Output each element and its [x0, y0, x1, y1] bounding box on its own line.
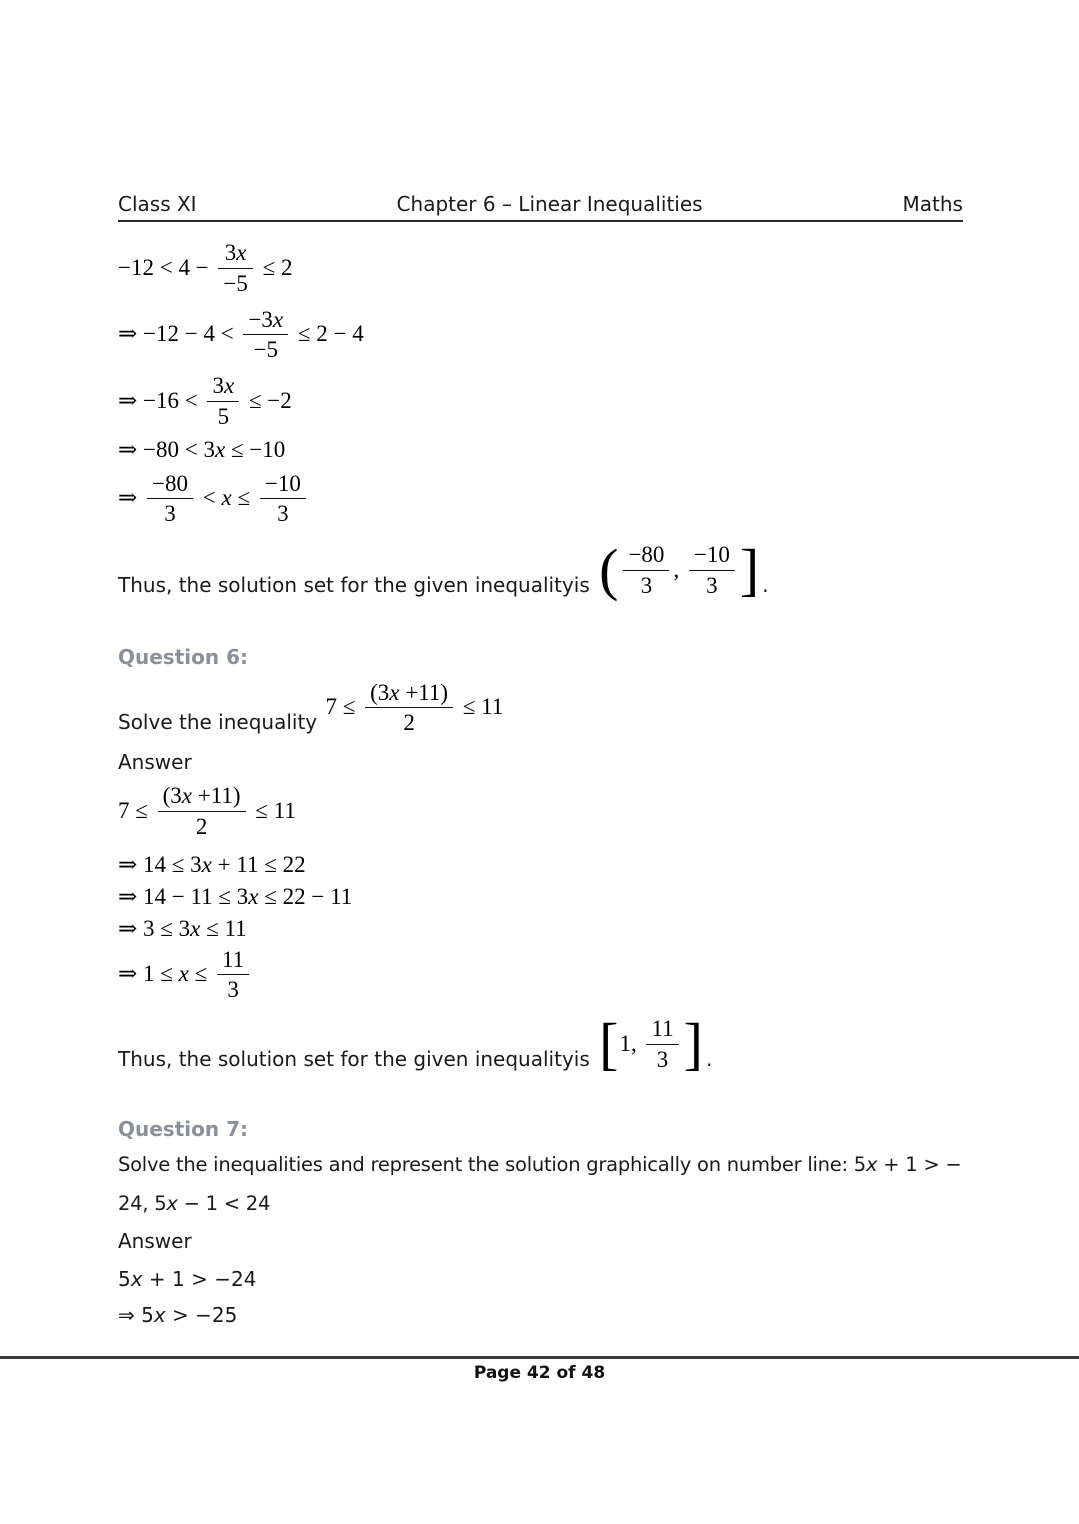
statement-text: Solve the inequality [118, 710, 324, 734]
math-variable: x [166, 1191, 178, 1215]
fraction-numerator: −80 [147, 470, 193, 500]
fraction [218, 239, 252, 297]
math-text: ≤ 2 [256, 254, 293, 280]
fraction [689, 541, 735, 599]
equation-step [118, 306, 963, 364]
math-variable: x [389, 679, 400, 705]
math-text: ≤ 2 − 4 [292, 321, 364, 347]
math-variable: x [201, 851, 212, 877]
fraction [646, 1015, 678, 1073]
question-heading: Question 6: [118, 644, 248, 669]
conclusion-text: Thus, the solution set for the given inequalityis [118, 572, 597, 597]
equation-step [118, 1303, 963, 1327]
conclusion-text: Thus, the solution set for the given inequalityis [118, 1046, 597, 1071]
math-variable: x [865, 1152, 878, 1176]
sentence-period: . [705, 1046, 713, 1071]
page-header [118, 192, 963, 222]
math-variable: x [130, 1266, 143, 1291]
math-variable: x [236, 240, 247, 265]
fraction [147, 470, 193, 528]
math-text: 7 ≤ [118, 797, 154, 823]
big-bracket: ] [739, 537, 760, 603]
equation-step [118, 916, 963, 942]
fraction [243, 306, 288, 364]
math-text: ⇒ −16 < [118, 387, 204, 413]
math-text: ⇒ −80 < 3x ≤ −10 [118, 436, 286, 462]
math-text: −12 < 4 − [118, 254, 215, 280]
equation-step [118, 1267, 963, 1291]
fraction-denominator: 3 [640, 572, 653, 598]
fraction-numerator: −10 [260, 470, 306, 500]
big-bracket: ] [683, 1011, 703, 1077]
math-text: ⇒ 5x > −25 [118, 1302, 238, 1327]
math-text: ⇒ 14 − 11 ≤ 3x ≤ 22 − 11 [118, 883, 353, 909]
answer-label: Answer [118, 1228, 192, 1253]
fraction-denominator: −5 [253, 337, 279, 363]
footer-divider [0, 1356, 1079, 1359]
equation-step [118, 372, 963, 430]
question-statement-line [118, 1153, 963, 1176]
statement-expression [325, 679, 503, 737]
fraction [365, 679, 453, 737]
header-subject: Maths [902, 192, 963, 216]
math-text: ⇒ 14 ≤ 3x + 11 ≤ 22 [118, 851, 306, 877]
fraction [158, 782, 246, 840]
question-heading: Question 7: [118, 1116, 248, 1141]
math-text: ≤ 11 [249, 797, 296, 823]
math-variable: x [223, 373, 235, 398]
conclusion-line [118, 537, 963, 603]
fraction [207, 372, 239, 430]
fraction [623, 541, 669, 599]
fraction-denominator: 3 [277, 501, 289, 527]
math-variable: x [153, 1302, 166, 1327]
conclusion-line [118, 1011, 963, 1077]
fraction-numerator: (3x +11) [365, 679, 453, 709]
big-bracket: ( [599, 537, 619, 603]
fraction-denominator: 3 [164, 501, 176, 527]
math-variable: x [181, 783, 193, 808]
math-text: 7 ≤ [325, 694, 362, 720]
fraction-denominator: 5 [217, 403, 230, 429]
fraction-numerator: 11 [646, 1015, 678, 1045]
header-chapter-title: Chapter 6 – Linear Inequalities [396, 192, 703, 216]
math-variable: x [221, 485, 232, 511]
fraction-numerator: −10 [689, 541, 735, 571]
fraction-denominator: 2 [195, 813, 208, 839]
fraction [217, 946, 249, 1004]
solution-set-expression [598, 537, 760, 603]
equation-step [118, 239, 963, 297]
solution-set-expression [598, 1011, 704, 1077]
equation-step [118, 946, 963, 1004]
big-bracket: [ [599, 1011, 619, 1077]
fraction-numerator: 3x [207, 372, 239, 402]
math-variable: x [178, 961, 189, 987]
fraction-numerator: (3x +11) [158, 782, 246, 812]
question-statement-line [118, 1192, 963, 1215]
math-text: ⇒ 3 ≤ 3x ≤ 11 [118, 915, 247, 941]
equation-step [118, 782, 963, 840]
math-text: , [673, 556, 685, 582]
math-text: ⇒ [118, 485, 144, 511]
math-variable: x [272, 306, 284, 332]
math-text: < x ≤ [197, 485, 256, 511]
math-text: 1, [619, 1030, 643, 1056]
math-text: Solve the inequalities and represent the solution graphically on number line: 5x + 1 > − [118, 1152, 962, 1176]
math-text: ≤ 11 [457, 694, 504, 720]
math-variable: x [248, 883, 259, 909]
math-text: 24, 5x − 1 < 24 [118, 1191, 271, 1215]
header-class: Class XI [118, 192, 197, 216]
fraction-denominator: −5 [223, 270, 248, 296]
fraction-numerator: 3x [218, 239, 252, 269]
fraction-numerator: 11 [217, 946, 249, 976]
equation-step [118, 884, 963, 910]
fraction-denominator: 3 [706, 572, 718, 598]
page-number: Page 42 of 48 [473, 1363, 606, 1383]
math-variable: x [190, 915, 201, 941]
fraction-denominator: 3 [227, 977, 239, 1003]
fraction-denominator: 3 [656, 1046, 669, 1072]
equation-step [118, 437, 963, 463]
math-text: ≤ −2 [243, 387, 292, 413]
fraction-numerator: −80 [623, 541, 669, 571]
page-content [118, 239, 963, 1327]
equation-step [118, 470, 963, 528]
fraction [260, 470, 306, 528]
sentence-period: . [762, 572, 769, 597]
fraction-numerator: −3x [243, 306, 288, 336]
fraction-denominator: 2 [403, 710, 415, 736]
question-statement [118, 679, 963, 737]
equation-step [118, 852, 963, 878]
math-text: ⇒ −12 − 4 < [118, 321, 240, 347]
math-variable: x [214, 436, 226, 462]
math-text: 5x + 1 > −24 [118, 1266, 257, 1291]
answer-label: Answer [118, 750, 192, 774]
math-text: ⇒ 1 ≤ x ≤ [118, 961, 213, 987]
